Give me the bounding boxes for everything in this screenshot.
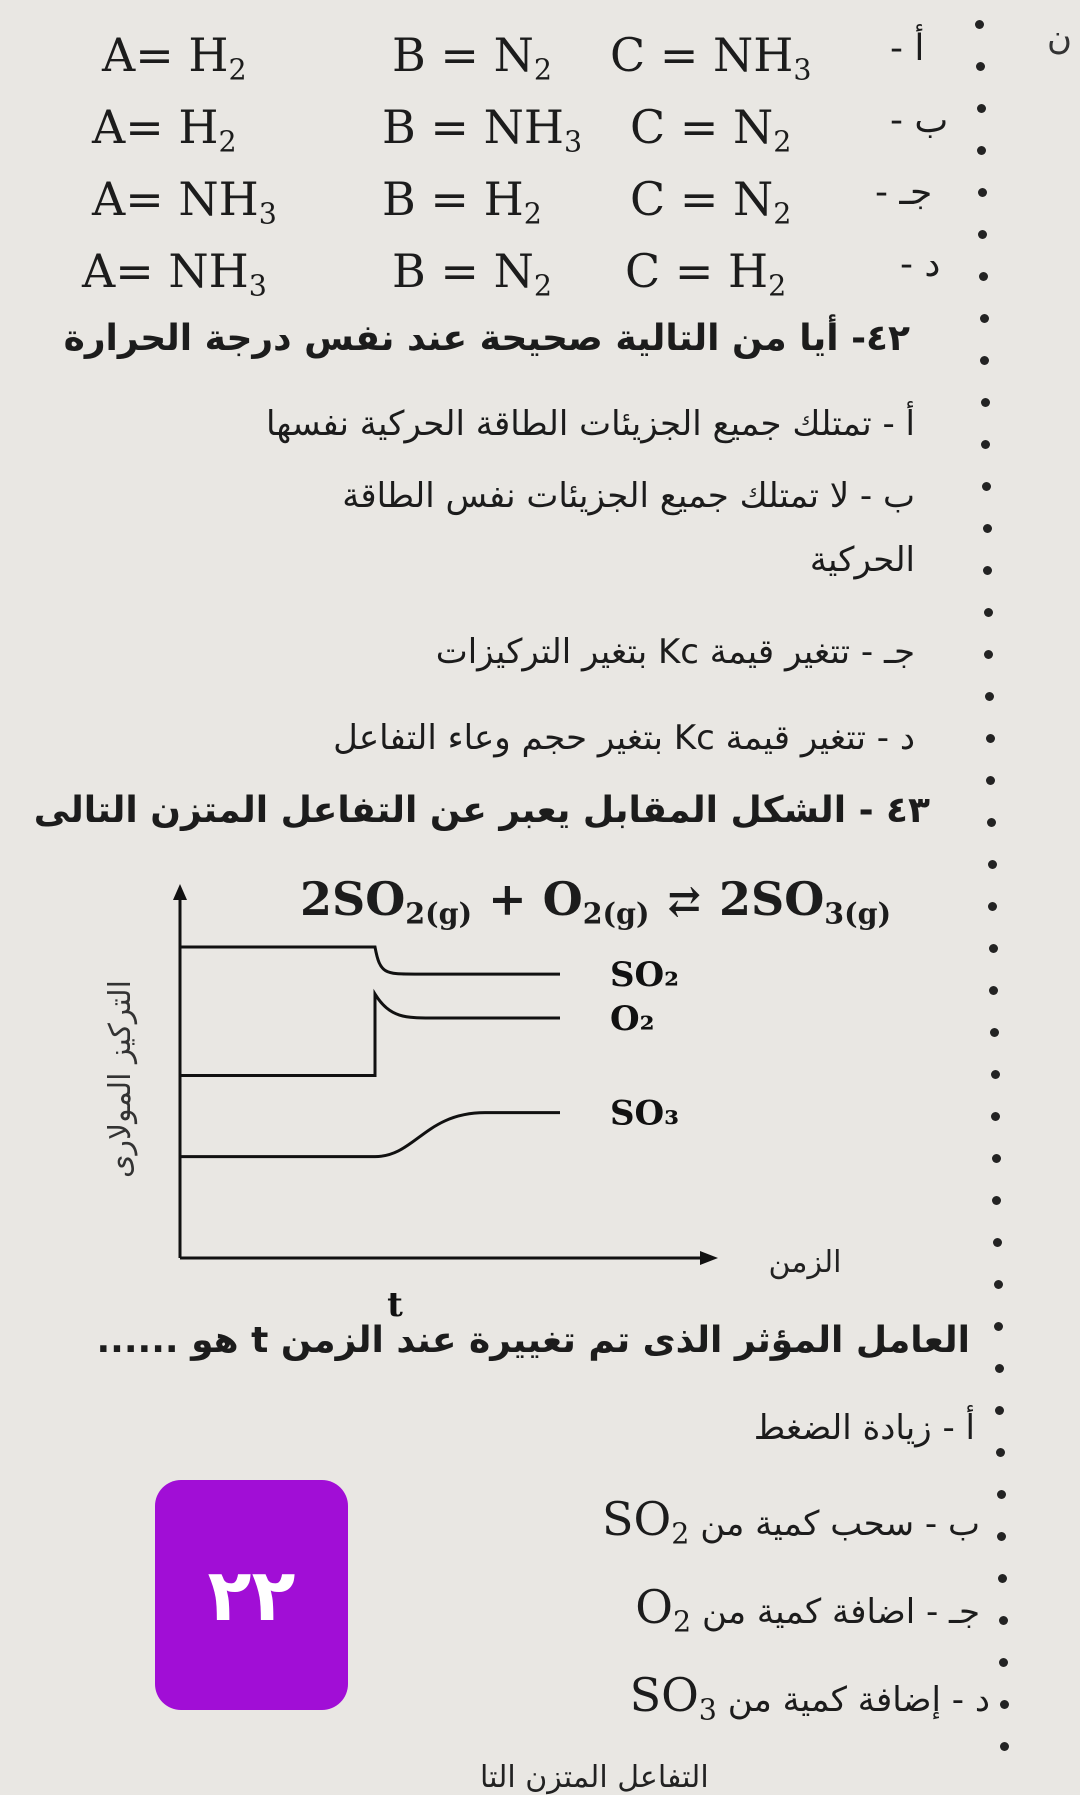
series-label-2: O₂ <box>610 999 655 1040</box>
border-dot <box>982 482 991 491</box>
border-dot <box>981 440 990 449</box>
formula-a: A= NH <box>92 172 259 226</box>
border-dot <box>995 1364 1004 1373</box>
y-axis-arrow-icon <box>173 884 187 900</box>
option-letter: أ - <box>890 28 925 69</box>
q43-option-b: ب - سحب كمية من $SO_2$ <box>602 1492 980 1551</box>
formula-b: B = N <box>392 28 534 82</box>
border-dot <box>981 398 990 407</box>
border-dot <box>998 1574 1007 1583</box>
formula-c: C = N <box>630 172 774 226</box>
x-tick-label: t <box>387 1285 403 1325</box>
formula-a: A= NH <box>82 244 249 298</box>
series-label-3: SO₃ <box>610 1093 680 1134</box>
border-dot <box>992 1154 1001 1163</box>
border-dot <box>993 1238 1002 1247</box>
border-dot <box>990 1028 999 1037</box>
reaction-equation: $2SO_{2(g)} + O_{2(g)}$ ⇄ $2SO_{3(g)}$ <box>300 872 892 931</box>
formula-b: B = N <box>392 244 534 298</box>
border-dot <box>986 734 995 743</box>
border-dot <box>1000 1700 1009 1709</box>
border-dot <box>999 1658 1008 1667</box>
border-dot <box>995 1406 1004 1415</box>
q42-option-b-cont: الحركية <box>809 540 915 580</box>
option-row-c: $A= NH_3$ $B = H_2$ $C = N_2$ جـ - <box>92 172 933 231</box>
border-dot <box>983 524 992 533</box>
page-number-badge: ٢٢ <box>155 1480 348 1710</box>
formula-c: C = N <box>630 100 774 154</box>
formula-a: A= H <box>102 28 229 82</box>
q43-question: العامل المؤثر الذى تم تغييرة عند الزمن t هو ...... <box>96 1320 970 1361</box>
border-dot <box>996 1448 1005 1457</box>
q42-option-a: أ - تمتلك جميع الجزيئات الطاقة الحركية نفسها <box>265 404 915 444</box>
border-dot <box>992 1196 1001 1205</box>
border-dot <box>988 860 997 869</box>
cut-off-text: التفاعل المتزن التا <box>480 1760 709 1795</box>
border-dot <box>979 272 988 281</box>
border-dot <box>980 314 989 323</box>
border-dot <box>991 1112 1000 1121</box>
option-letter: ب - <box>890 100 949 141</box>
q42-option-b: ب - لا تمتلك جميع الجزيئات نفس الطاقة <box>342 476 915 516</box>
border-dot <box>999 1616 1008 1625</box>
series-line-1 <box>180 947 560 974</box>
option-row-d: $A= NH_3$ $B = N_2$ $C = H_2$ د - <box>82 244 941 303</box>
equilibrium-arrow-icon: ⇄ <box>667 878 701 925</box>
q42-option-d: د - تتغير قيمة Kc بتغير حجم وعاء التفاعل <box>333 718 915 758</box>
q43-option-c: جـ - اضافة كمية من $O_2$ <box>635 1580 980 1639</box>
border-dot <box>989 944 998 953</box>
series-line-3 <box>180 1113 560 1157</box>
formula-a: A= H <box>92 100 219 154</box>
question-43-title: ٤٣ - الشكل المقابل يعبر عن التفاعل المتزن التالى <box>33 790 930 831</box>
x-axis-label: الزمن <box>768 1245 842 1280</box>
x-axis-arrow-icon <box>700 1251 718 1265</box>
border-dot <box>984 650 993 659</box>
option-row-a: $A= H_2$ $B = N_2$ $C = NH_3$ أ - <box>102 28 925 87</box>
border-dot <box>978 230 987 239</box>
option-letter: جـ - <box>875 172 933 213</box>
border-dot <box>976 62 985 71</box>
border-dot <box>989 986 998 995</box>
border-dot <box>994 1280 1003 1289</box>
formula-c: C = NH <box>610 28 794 82</box>
formula-b: B = H <box>382 172 524 226</box>
border-dot <box>975 20 984 29</box>
formula-b: B = NH <box>382 100 564 154</box>
option-row-b: $A= H_2$ $B = NH_3$ $C = N_2$ ب - <box>92 100 949 159</box>
edge-fragment: ن <box>1047 18 1072 58</box>
option-letter: د - <box>900 244 941 285</box>
dotted-border <box>975 0 1023 1785</box>
border-dot <box>977 104 986 113</box>
border-dot <box>986 776 995 785</box>
border-dot <box>991 1070 1000 1079</box>
border-dot <box>997 1532 1006 1541</box>
y-axis-label: التركيز المولارى <box>103 980 138 1178</box>
series-label-1: SO₂ <box>610 955 680 996</box>
border-dot <box>994 1322 1003 1331</box>
border-dot <box>997 1490 1006 1499</box>
series-line-2 <box>180 994 560 1075</box>
border-dot <box>977 146 986 155</box>
border-dot <box>980 356 989 365</box>
border-dot <box>983 566 992 575</box>
border-dot <box>988 902 997 911</box>
border-dot <box>978 188 987 197</box>
border-dot <box>985 692 994 701</box>
border-dot <box>984 608 993 617</box>
q42-option-c: جـ - تتغير قيمة Kc بتغير التركيزات <box>435 632 915 672</box>
question-42-title: ٤٢- أيا من التالية صحيحة عند نفس درجة الحرارة <box>63 318 910 359</box>
concentration-time-chart <box>103 880 870 1330</box>
border-dot <box>987 818 996 827</box>
formula-c: C = H <box>625 244 769 298</box>
q43-option-d: د - إضافة كمية من $SO_3$ <box>629 1668 990 1727</box>
border-dot <box>1000 1742 1009 1751</box>
q43-option-a: أ - زيادة الضغط <box>753 1408 975 1448</box>
